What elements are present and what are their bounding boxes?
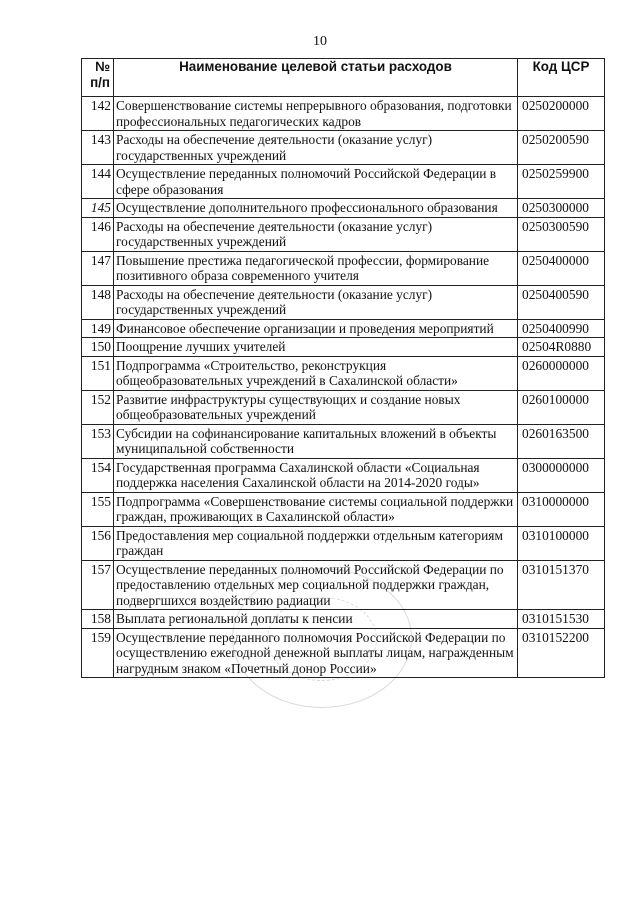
table-row xyxy=(82,251,605,285)
row-code: 0310100000 xyxy=(518,526,605,560)
expenditure-table xyxy=(81,58,605,678)
table-row xyxy=(82,492,605,526)
row-name: Осуществление переданных полномочий Российской Федерации по предоставлению отдельных мер социальной поддержки граждан, подвергшихся воздействию радиации xyxy=(114,560,518,610)
row-code: 0310000000 xyxy=(518,492,605,526)
row-num: 142 xyxy=(82,97,114,131)
row-num: 147 xyxy=(82,251,114,285)
row-name: Совершенствование системы непрерывного образования, подготовки профессиональных педагогических кадров xyxy=(114,97,518,131)
row-num: 150 xyxy=(82,338,114,357)
table-row xyxy=(82,526,605,560)
table-row xyxy=(82,610,605,629)
row-code: 0260163500 xyxy=(518,424,605,458)
row-name: Предоставления мер социальной поддержки отдельным категориям граждан xyxy=(114,526,518,560)
row-code: 0310151530 xyxy=(518,610,605,629)
row-code: 0310152200 xyxy=(518,628,605,678)
row-name: Финансовое обеспечение организации и проведения мероприятий xyxy=(114,319,518,338)
row-code: 0250400590 xyxy=(518,285,605,319)
table-row xyxy=(82,458,605,492)
row-name: Осуществление переданного полномочия Российской Федерации по осуществлению ежегодной денежной выплаты лицам, награжденным нагрудным знаком «Почетный донор России» xyxy=(114,628,518,678)
row-code: 02504R0880 xyxy=(518,338,605,357)
table-row xyxy=(82,165,605,199)
table-row xyxy=(82,628,605,678)
table-row xyxy=(82,131,605,165)
row-num: 144 xyxy=(82,165,114,199)
table-row xyxy=(82,285,605,319)
header-num-line2: п/п xyxy=(90,74,110,90)
row-num: 159 xyxy=(82,628,114,678)
row-num: 152 xyxy=(82,390,114,424)
row-code: 0250400990 xyxy=(518,319,605,338)
table-row xyxy=(82,319,605,338)
row-num: 155 xyxy=(82,492,114,526)
page-number: 10 xyxy=(313,34,327,49)
table-row xyxy=(82,390,605,424)
row-name: Подпрограмма «Строительство, реконструкция общеобразовательных учреждений в Сахалинской области» xyxy=(114,356,518,390)
row-num: 154 xyxy=(82,458,114,492)
row-num: 158 xyxy=(82,610,114,629)
row-name: Развитие инфраструктуры существующих и создание новых общеобразовательных учреждений xyxy=(114,390,518,424)
row-code: 0250259900 xyxy=(518,165,605,199)
row-num: 149 xyxy=(82,319,114,338)
table-row xyxy=(82,560,605,610)
row-name: Субсидии на софинансирование капитальных вложений в объекты муниципальной собственности xyxy=(114,424,518,458)
table-header-row xyxy=(82,59,605,97)
row-code: 0260100000 xyxy=(518,390,605,424)
row-name: Выплата региональной доплаты к пенсии xyxy=(114,610,518,629)
row-name: Поощрение лучших учителей xyxy=(114,338,518,357)
row-num: 151 xyxy=(82,356,114,390)
table-row xyxy=(82,199,605,218)
header-code: Код ЦСР xyxy=(518,59,605,97)
row-code: 0250200590 xyxy=(518,131,605,165)
table-row xyxy=(82,97,605,131)
row-code: 0250200000 xyxy=(518,97,605,131)
row-code: 0250400000 xyxy=(518,251,605,285)
table-row xyxy=(82,424,605,458)
row-name: Подпрограмма «Совершенствование системы социальной поддержки граждан, проживающих в Сахалинской области» xyxy=(114,492,518,526)
table-row xyxy=(82,338,605,357)
table-row xyxy=(82,356,605,390)
table-row xyxy=(82,217,605,251)
row-code: 0250300000 xyxy=(518,199,605,218)
row-name: Расходы на обеспечение деятельности (оказание услуг) государственных учреждений xyxy=(114,217,518,251)
row-code: 0310151370 xyxy=(518,560,605,610)
row-num: 143 xyxy=(82,131,114,165)
row-name: Государственная программа Сахалинской области «Социальная поддержка населения Сахалинской области на 2014-2020 годы» xyxy=(114,458,518,492)
row-name: Расходы на обеспечение деятельности (оказание услуг) государственных учреждений xyxy=(114,285,518,319)
row-code: 0250300590 xyxy=(518,217,605,251)
row-name: Осуществление дополнительного профессионального образования xyxy=(114,199,518,218)
header-name: Наименование целевой статьи расходов xyxy=(114,59,518,97)
row-name: Расходы на обеспечение деятельности (оказание услуг) государственных учреждений xyxy=(114,131,518,165)
row-num: 146 xyxy=(82,217,114,251)
row-num: 157 xyxy=(82,560,114,610)
row-num: 153 xyxy=(82,424,114,458)
header-num xyxy=(82,59,114,97)
header-num-line1: № xyxy=(95,59,110,74)
row-name: Повышение престижа педагогической профессии, формирование позитивного образа современного учителя xyxy=(114,251,518,285)
row-name: Осуществление переданных полномочий Российской Федерации в сфере образования xyxy=(114,165,518,199)
row-num: 156 xyxy=(82,526,114,560)
row-code: 0260000000 xyxy=(518,356,605,390)
row-num: 145 xyxy=(82,199,114,218)
row-code: 0300000000 xyxy=(518,458,605,492)
row-num: 148 xyxy=(82,285,114,319)
